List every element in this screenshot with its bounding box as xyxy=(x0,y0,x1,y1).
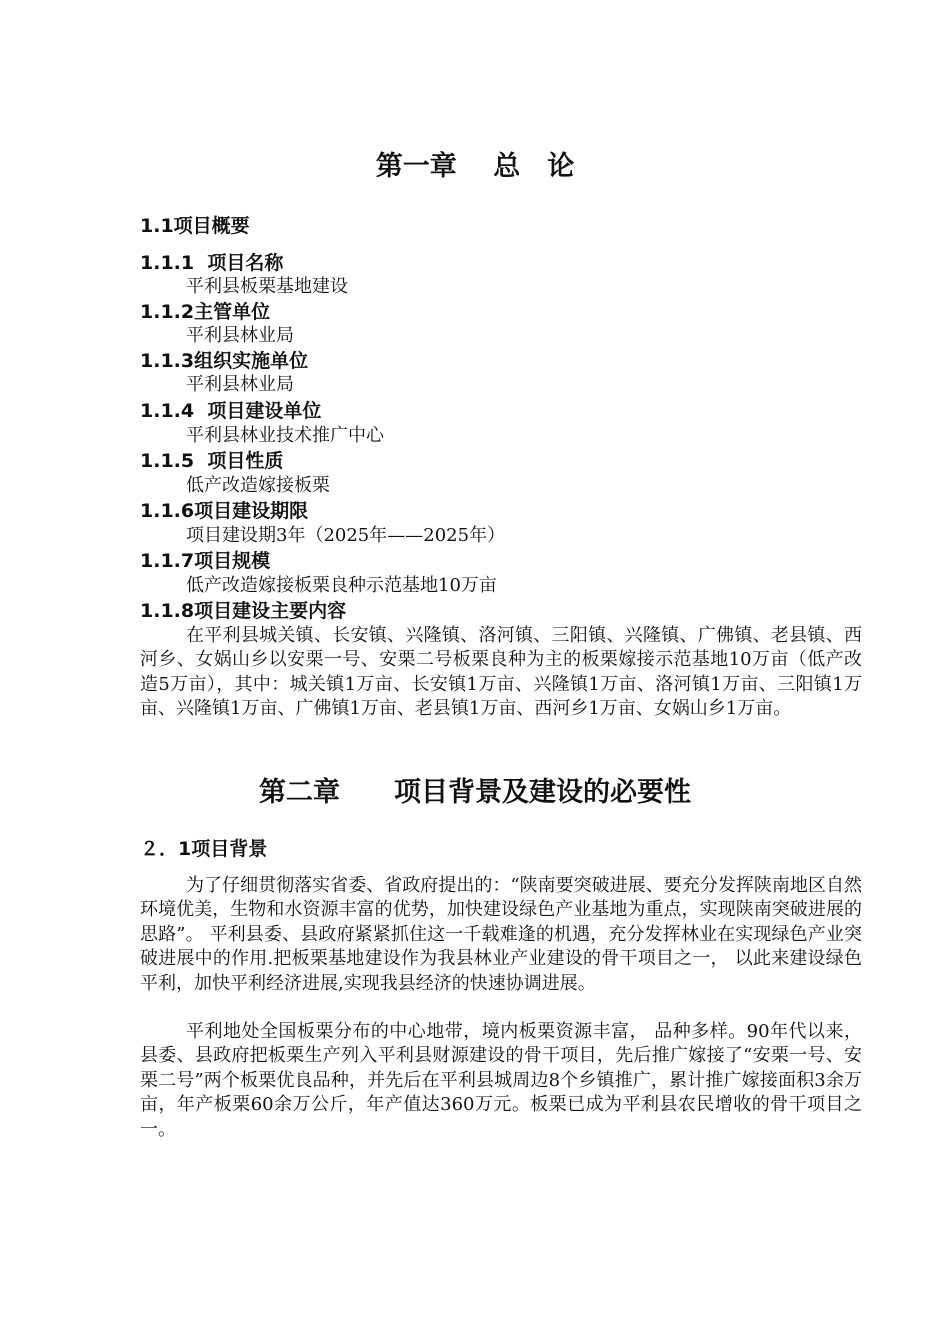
item-1-1-4-label: 1.1.4 项目建设单位 xyxy=(140,400,322,422)
item-1-1-7-label: 1.1.7项目规模 xyxy=(140,550,271,572)
item-1-1-3-value: 平利县林业局 xyxy=(186,374,294,395)
item-1-1-1-value: 平利县板栗基地建设 xyxy=(186,276,348,297)
item-1-1-6-label: 1.1.6项目建设期限 xyxy=(140,500,309,522)
item-1-1-6-value: 项目建设期3年（2025年——2025年） xyxy=(186,525,506,546)
item-1-1-2-label: 1.1.2主管单位 xyxy=(140,301,271,323)
section-2-1-heading: ２．1项目背景 xyxy=(140,838,268,860)
item-1-1-1-label: 1.1.1 项目名称 xyxy=(140,252,284,274)
item-1-1-7-value: 低产改造嫁接板栗良种示范基地10万亩 xyxy=(186,575,497,596)
item-1-1-5-label: 1.1.5 项目性质 xyxy=(140,450,284,472)
item-1-1-2-value: 平利县林业局 xyxy=(186,325,294,346)
background-paragraph-2: 平利地处全国板栗分布的中心地带，境内板栗资源丰富， 品种多样。90年代以来，县委、县政府把板栗生产列入平利县财源建设的骨干项目，先后推广嫁接了“安栗一号、安栗二号”两个板栗优良品种，并先后在平利县城周边8个乡镇推广，累计推广嫁接面积3余万亩，年产板栗60余万公斤，年产值达360万元。板栗已成为平利县农民增收的骨干项目之一。 xyxy=(140,1021,862,1140)
item-1-1-5-value: 低产改造嫁接板栗 xyxy=(186,475,330,496)
chapter-1-title: 第一章 总 论 xyxy=(375,151,575,182)
chapter-2-title: 第二章 项目背景及建设的必要性 xyxy=(259,777,691,808)
content-paragraph: 在平利县城关镇、长安镇、兴隆镇、洛河镇、三阳镇、兴隆镇、广佛镇、老县镇、西河乡、女娲山乡以安栗一号、安栗二号板栗良种为主的板栗嫁接示范基地10万亩（低产改造5万亩），其中：城关镇1万亩、长安镇1万亩、兴隆镇1万亩、洛河镇1万亩、三阳镇1万亩、兴隆镇1万亩、广佛镇1万亩、老县镇1万亩、西河乡1万亩、女娲山乡1万亩。 xyxy=(140,625,862,720)
item-1-1-3-label: 1.1.3组织实施单位 xyxy=(140,350,309,372)
item-1-1-8-label: 1.1.8项目建设主要内容 xyxy=(140,600,347,622)
background-paragraph-1: 为了仔细贯彻落实省委、省政府提出的：“陕南要突破进展、要充分发挥陕南地区自然环境优美，生物和水资源丰富的优势，加快建设绿色产业基地为重点，实现陕南突破进展的思路”。 平利县委、县政府紧紧抓住这一千载难逢的机遇，充分发挥林业在实现绿色产业突破进展中的作用.把板栗基地建设作为我县林业产业建设的骨干项目之一， 以此来建设绿色平利，加快平利经济进展,实现我县经济的快速协调进展。 xyxy=(140,875,862,994)
item-1-1-4-value: 平利县林业技术推广中心 xyxy=(186,425,384,446)
section-1-1-heading: 1.1项目概要 xyxy=(140,215,250,237)
